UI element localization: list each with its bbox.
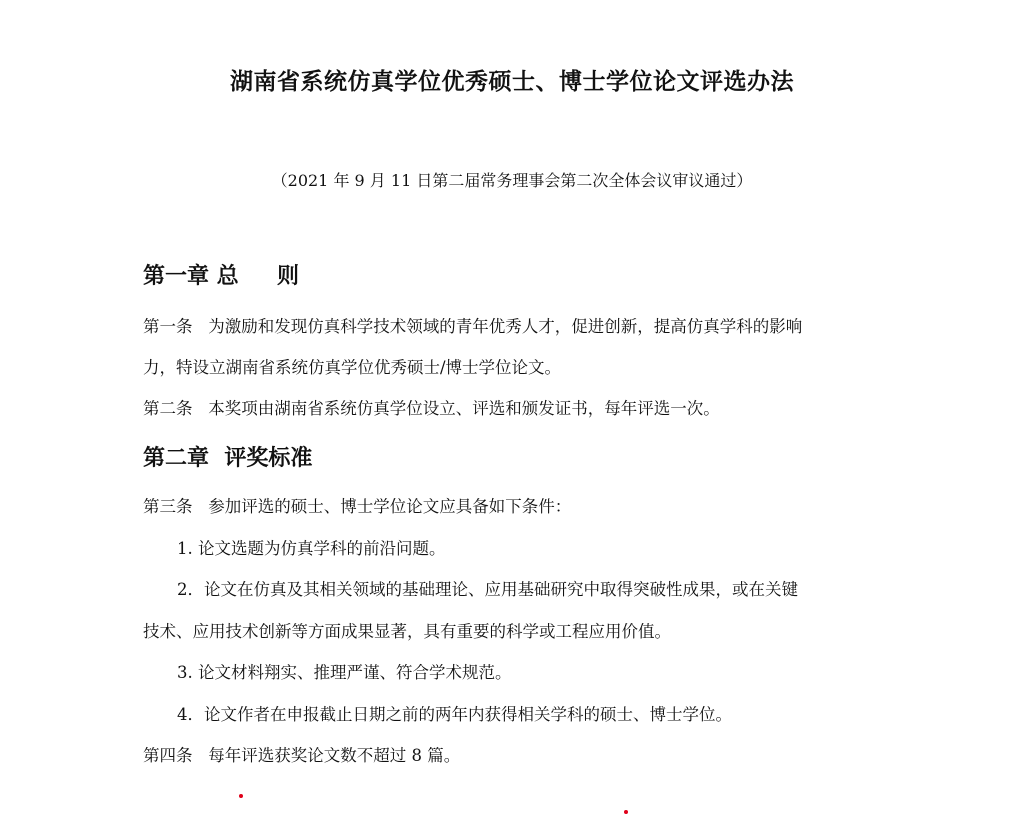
document-subtitle: （2021 年 9 月 11 日第二届常务理事会第二次全体会议审议通过） [271, 171, 753, 190]
chapter-1-heading: 第一章 总 则 [143, 264, 299, 289]
criteria-item-2-line-2: 技术、应用技术创新等方面成果显著，具有重要的科学或工程应用价值。 [143, 622, 671, 641]
criteria-item-3: 3. 论文材料翔实、推理严谨、符合学术规范。 [177, 663, 512, 682]
article-1-line-1: 第一条 为激励和发现仿真科学技术领域的青年优秀人才，促进创新，提高仿真学科的影响 [143, 317, 803, 336]
criteria-item-1: 1. 论文选题为仿真学科的前沿问题。 [177, 539, 446, 558]
red-mark-dot [624, 810, 628, 814]
chapter-2-heading: 第二章 评奖标准 [143, 446, 313, 471]
criteria-item-4: 4．论文作者在申报截止日期之前的两年内获得相关学科的硕士、博士学位。 [177, 705, 732, 724]
red-mark-dot [239, 794, 243, 798]
document-title: 湖南省系统仿真学位优秀硕士、博士学位论文评选办法 [230, 69, 794, 95]
article-2: 第二条 本奖项由湖南省系统仿真学位设立、评选和颁发证书，每年评选一次。 [143, 399, 720, 418]
criteria-item-2-line-1: 2．论文在仿真及其相关领域的基础理论、应用基础研究中取得突破性成果，或在关键 [177, 580, 798, 599]
article-4: 第四条 每年评选获奖论文数不超过 8 篇。 [143, 746, 461, 765]
article-1-line-2: 力，特设立湖南省系统仿真学位优秀硕士/博士学位论文。 [143, 358, 562, 377]
article-3: 第三条 参加评选的硕士、博士学位论文应具备如下条件： [143, 497, 572, 516]
